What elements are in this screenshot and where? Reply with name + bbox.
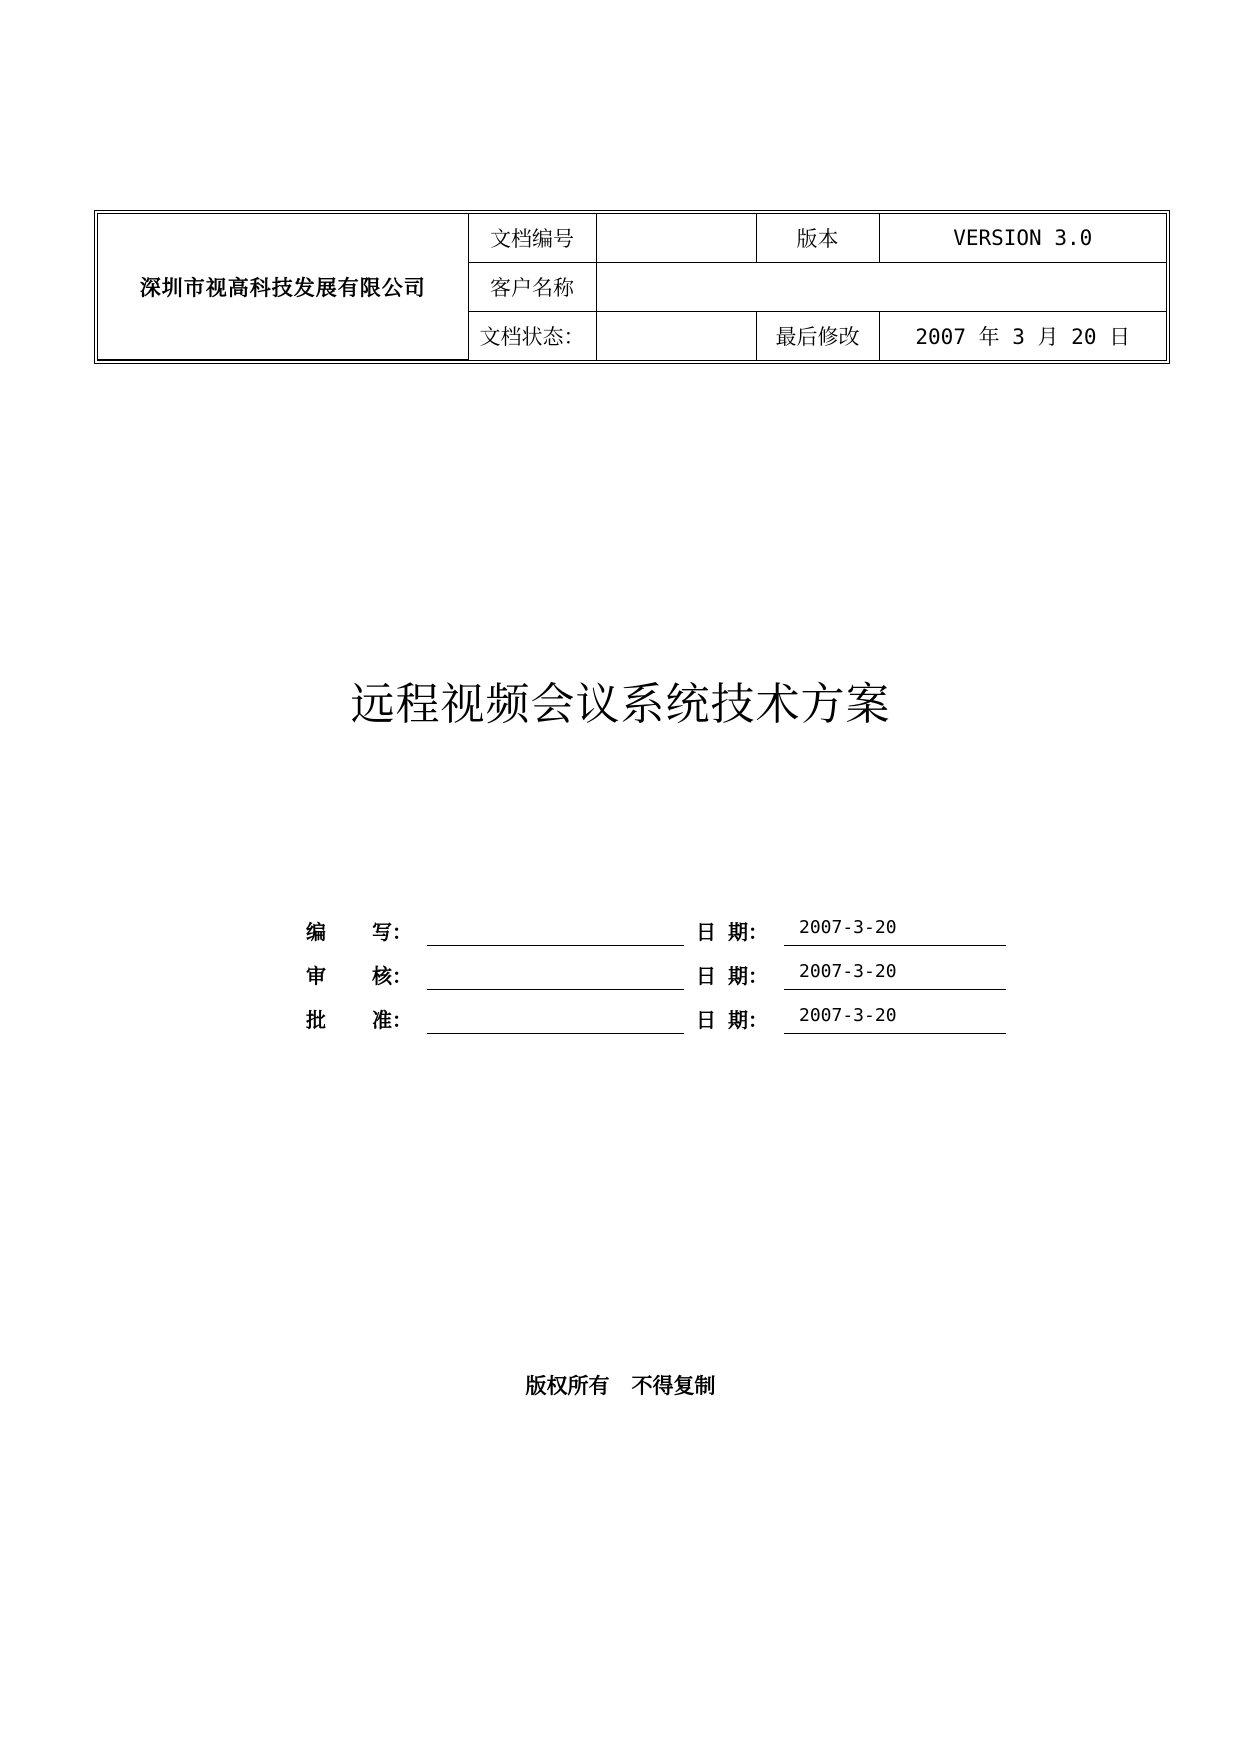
reviewer-label-char2: 核： bbox=[372, 964, 412, 988]
doc-number-label: 文档编号 bbox=[468, 214, 596, 262]
approver-date-value: 2007-3-20 bbox=[799, 1005, 897, 1026]
signature-row-author bbox=[306, 908, 1006, 948]
status-value bbox=[596, 311, 756, 359]
approver-signature-line bbox=[427, 996, 684, 1034]
copyright-text-rights: 版权所有 bbox=[525, 1374, 610, 1398]
document-header-table bbox=[94, 210, 1170, 364]
author-label-char1: 编 bbox=[306, 920, 326, 944]
document-title: 远程视频会议系统技术方案 bbox=[350, 679, 891, 730]
copyright-text-no-copy: 不得复制 bbox=[631, 1374, 716, 1398]
doc-number-value bbox=[596, 214, 756, 262]
author-date-line bbox=[784, 908, 1006, 946]
client-value bbox=[596, 262, 1166, 311]
author-date-value: 2007-3-20 bbox=[799, 917, 897, 938]
author-label-char2: 写： bbox=[372, 920, 412, 944]
signature-row-approver bbox=[306, 996, 1006, 1036]
modified-label: 最后修改 bbox=[756, 311, 879, 359]
reviewer-label-char1: 审 bbox=[306, 964, 326, 988]
author-signature-line bbox=[427, 908, 684, 946]
approver-date-label-char2: 期： bbox=[728, 1008, 768, 1032]
approver-label-char1: 批 bbox=[306, 1008, 326, 1032]
header-grid bbox=[98, 214, 1166, 360]
client-label: 客户名称 bbox=[468, 262, 596, 311]
approver-label-char2: 准： bbox=[372, 1008, 412, 1032]
version-value: VERSION 3.0 bbox=[879, 214, 1166, 262]
company-name: 深圳市视高科技发展有限公司 bbox=[98, 214, 468, 360]
author-date-label-char1: 日 bbox=[696, 920, 716, 944]
approver-date-label-char1: 日 bbox=[696, 1008, 716, 1032]
reviewer-date-label-char2: 期： bbox=[728, 964, 768, 988]
signature-row-reviewer bbox=[306, 952, 1006, 992]
author-date-label-char2: 期： bbox=[728, 920, 768, 944]
modified-value: 2007 年 3 月 20 日 bbox=[879, 311, 1166, 359]
approver-date-line bbox=[784, 996, 1006, 1034]
status-label: 文档状态： bbox=[468, 311, 596, 359]
reviewer-date-label-char1: 日 bbox=[696, 964, 716, 988]
copyright-notice bbox=[0, 1370, 1241, 1400]
reviewer-signature-line bbox=[427, 952, 684, 990]
version-label: 版本 bbox=[756, 214, 879, 262]
reviewer-date-line bbox=[784, 952, 1006, 990]
reviewer-date-value: 2007-3-20 bbox=[799, 961, 897, 982]
